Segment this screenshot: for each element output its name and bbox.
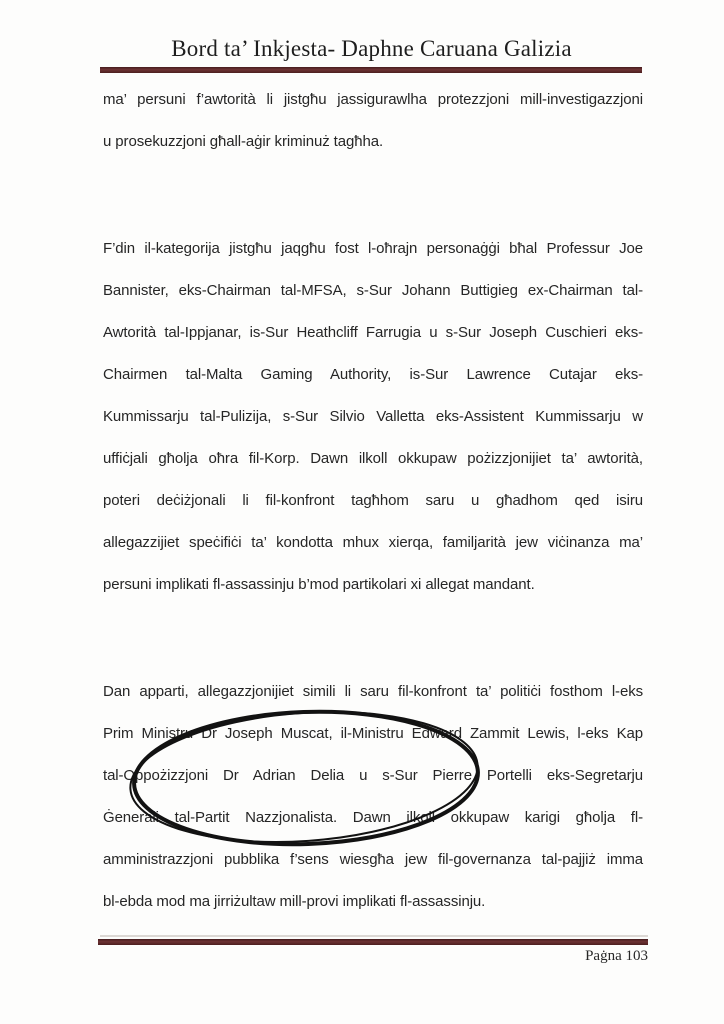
text-line: amministrazzjoni pubblika f’sens wiesgħa jew fil-governanza tal-pajjiż imma [103,851,643,868]
paragraph-3 [103,671,643,923]
text-line: allegazzijiet speċifiċi ta’ kondotta mhux xierqa, familjarità jew viċinanza ma’ [103,534,643,551]
text-line: Prim Ministru Dr Joseph Muscat, il-Ministru Edward Zammit Lewis, l-eks Kap [103,725,643,742]
footer-rule [98,939,648,945]
text-line: Dan apparti, allegazzjonijiet simili li saru fil-konfront ta’ politiċi fosthom l-eks [103,683,643,700]
paragraph-1 [103,79,643,163]
text-line: Bannister, eks-Chairman tal-MFSA, s-Sur Johann Buttigieg ex-Chairman tal- [103,282,643,299]
text-line: poteri deċiżjonali li fil-konfront tagħhom saru u għadhom qed isiru [103,492,643,509]
text-line: persuni implikati fl-assassinju b’mod partikolari xi allegat mandant. [103,576,535,593]
text-line: tal-Oppożizzjoni Dr Adrian Delia u s-Sur Pierre Portelli eks-Segretarju [103,767,643,784]
text-line: F’din il-kategorija jistgħu jaqgħu fost l-oħrajn personaġġi bħal Professur Joe [103,240,643,257]
text-line: ma’ persuni f’awtorità li jistgħu jassigurawlha protezzjoni mill-investigazzjoni [103,91,643,108]
text-line: Awtorità tal-Ippjanar, is-Sur Heathcliff Farrugia u s-Sur Joseph Cuschieri eks- [103,324,643,341]
page-number: Paġna 103 [585,948,648,964]
text-line: bl-ebda mod ma jirriżultaw mill-provi implikati fl-assassinju. [103,893,486,910]
paragraph-2 [103,228,643,606]
text-line: Ġenerali tal-Partit Nazzjonalista. Dawn ilkoll okkupaw karigi għolja fl- [103,809,643,826]
text-line: u prosekuzzjoni għall-aġir kriminuż tagħha. [103,133,384,150]
document-body [103,79,643,988]
header-rule [100,67,642,73]
text-line: uffiċjali għolja oħra fil-Korp. Dawn ilkoll okkupaw pożizzjonijiet ta’ awtorità, [103,450,643,467]
text-line: Kummissarju tal-Pulizija, s-Sur Silvio Valletta eks-Assistent Kummissarju w [103,408,643,425]
text-line: Chairmen tal-Malta Gaming Authority, is-Sur Lawrence Cutajar eks- [103,366,643,383]
page-header-title: Bord ta’ Inkjesta- Daphne Caruana Galizia [171,36,572,61]
